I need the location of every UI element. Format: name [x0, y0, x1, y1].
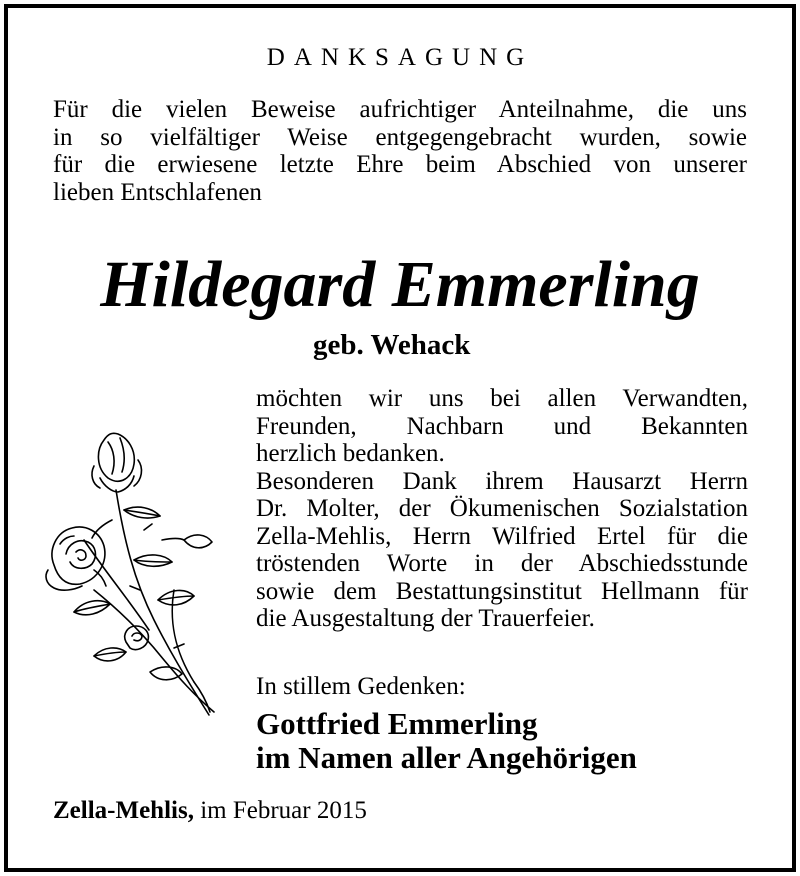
- thanks-line: Zella-Mehlis, Herrn Wilfried Ertel für die: [256, 522, 748, 550]
- intro-line: in so vielfältiger Weise entgegengebracht wurden, sowie: [53, 123, 747, 151]
- in-memory-label: In stillem Gedenken:: [256, 673, 466, 700]
- thanks-line: sowie dem Bestattungsinstitut Hellmann für: [256, 577, 748, 605]
- thanks-line: Freunden, Nachbarn und Bekannten: [256, 412, 748, 440]
- thanks-line: Besonderen Dank ihrem Hausarzt Herrn: [256, 467, 748, 495]
- intro-line: lieben Entschlafenen: [53, 178, 262, 206]
- heading-danksagung: DANKSAGUNG: [266, 44, 534, 71]
- thanks-line: tröstenden Worte in der Abschiedsstunde: [256, 550, 748, 577]
- thanks-paragraph: [256, 385, 748, 633]
- signer-family: im Namen aller Angehörigen: [256, 740, 637, 775]
- deceased-name: Hildegard Emmerling: [100, 248, 700, 321]
- rose-drawing-icon: [34, 420, 234, 720]
- place-date: [53, 797, 367, 825]
- thanks-line: herzlich bedanken.: [256, 440, 445, 467]
- intro-paragraph: [53, 96, 747, 206]
- thanks-line: die Ausgestaltung der Trauerfeier.: [256, 605, 595, 632]
- maiden-name: geb. Wehack: [313, 329, 471, 361]
- thanks-line: möchten wir uns bei allen Verwandten,: [256, 385, 748, 412]
- place-city: Zella-Mehlis,: [53, 797, 194, 824]
- place-date-text: im Februar 2015: [200, 797, 367, 824]
- intro-line: für die erwiesene letzte Ehre beim Abschied von unserer: [53, 151, 747, 178]
- intro-line: Für die vielen Beweise aufrichtiger Anteilnahme, die uns: [53, 96, 747, 123]
- signer-name: Gottfried Emmerling: [256, 706, 538, 741]
- thanks-line: Dr. Molter, der Ökumenischen Sozialstation: [256, 495, 748, 522]
- signer-block: [256, 707, 637, 775]
